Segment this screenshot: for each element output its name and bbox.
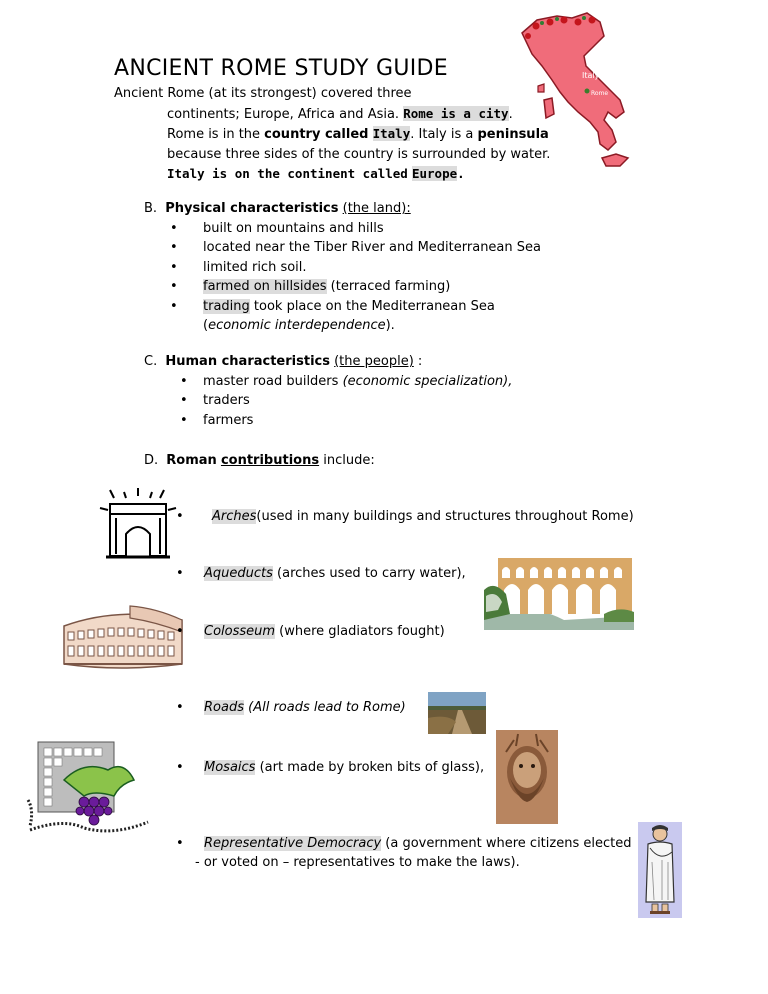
triumphal-arch-image — [98, 486, 178, 560]
list-item: • farmed on hillsides (terraced farming) — [170, 277, 563, 297]
list-item: • limited rich soil. — [170, 258, 563, 278]
intro-line-4: because three sides of the country is surrounded by water. — [167, 146, 551, 162]
aqueduct-image — [484, 550, 634, 630]
intro-line-3: Rome is in the country called Italy. Italy is a peninsula — [167, 126, 549, 142]
list-item: • traders — [180, 391, 512, 411]
intro-line-2: continents; Europe, Africa and Asia. Rome is a city. — [167, 105, 513, 122]
page-title: ANCIENT ROME STUDY GUIDE — [114, 56, 448, 81]
list-item: • master road builders (economic specialization), — [180, 372, 512, 392]
intro-line-1: Ancient Rome (at its strongest) covered three — [114, 86, 412, 101]
list-item: • trading took place on the Mediterranean Sea (economic interdependence). — [170, 297, 563, 336]
colosseum-image — [60, 602, 186, 672]
physical-list — [144, 219, 563, 336]
italy-highlight: Italy — [372, 126, 411, 141]
contributions-heading: D. Roman contributions include: — [144, 453, 375, 468]
roman-citizen-image — [638, 822, 682, 918]
list-item: • farmers — [180, 411, 512, 431]
human-list — [144, 372, 512, 431]
mosaic-grapes-image — [24, 740, 154, 840]
section-human — [144, 352, 512, 430]
list-item: • located near the Tiber River and Mediterranean Sea — [170, 238, 563, 258]
europe-highlight: Europe — [411, 166, 458, 181]
section-physical — [144, 199, 563, 336]
mosaic-portrait-image — [496, 730, 558, 824]
map-label-italy: Italy — [582, 71, 600, 80]
human-heading: C. Human characteristics (the people) : — [144, 354, 423, 369]
list-item: • built on mountains and hills — [170, 219, 563, 239]
physical-heading: B. Physical characteristics (the land): — [144, 201, 411, 216]
rome-is-a-city: Rome is a city — [403, 105, 509, 121]
roman-road-image — [428, 692, 486, 734]
map-label-rome: Rome — [591, 90, 609, 97]
intro-line-5: Italy is on the continent called Europe. — [167, 166, 465, 181]
italy-map-image — [512, 8, 632, 178]
